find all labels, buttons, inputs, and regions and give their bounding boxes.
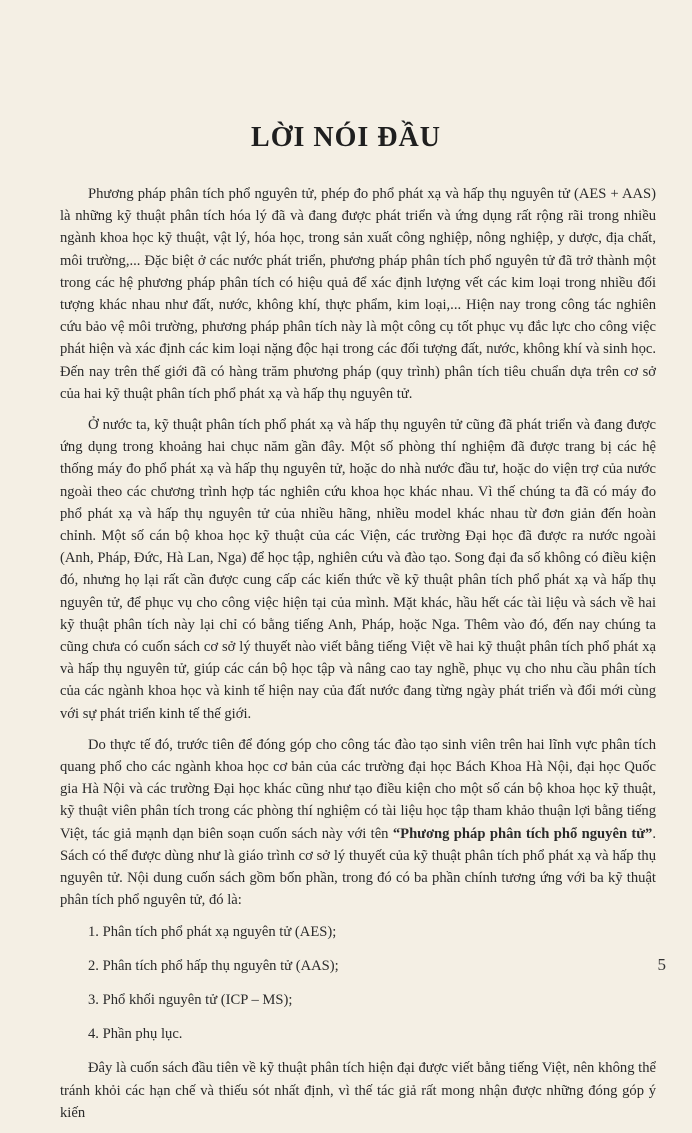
book-title-bold: “Phương pháp phân tích phổ nguyên tử”: [392, 825, 653, 842]
list-item: 3. Phổ khối nguyên tử (ICP – MS);: [88, 991, 293, 1008]
page-body: [60, 183, 656, 1133]
paragraph-1: Phương pháp phân tích phổ nguyên tử, phép đo phổ phát xạ và hấp thụ nguyên tử (AES + AAS) là những kỹ thuật phân tích hóa lý đã và đang được phát triển và ứng dụng rất rộng rãi trong nhiều ngành khoa học kỹ thuật, vật lý, hóa học, trong sản xuất công nghiệp, nông nghiệp, y dược, địa chất, môi trường,... Đặc biệt ở các nước phát triển, phương pháp phân tích phổ nguyên tử đã trở thành một trong các hệ phương pháp phân tích có hiệu quả để xác định lượng vết các kim loại trong nhiều đối tượng khác nhau như đất, nước, không khí, thực phẩm, kim loại,... Hiện nay trong công tác nghiên cứu bảo vệ môi trường, phương pháp phân tích này là một công cụ tốt phục vụ đắc lực cho công việc phát hiện và xác định các kim loại nặng độc hại trong các đối tượng đất, nước, không khí và sinh học. Đến nay trên thế giới đã có hàng trăm phương pháp (quy trình) phân tích tiêu chuẩn dựa trên cơ sở của hai kỹ thuật phân tích phổ phát xạ và hấp thụ nguyên tử.: [60, 186, 656, 402]
list-item: 1. Phân tích phổ phát xạ nguyên tử (AES);: [88, 923, 337, 940]
page-title: LỜI NÓI ĐẦU: [251, 121, 441, 153]
paragraph-3-text-before: Do thực tế đó, trước tiên để đóng góp cho công tác đào tạo sinh viên trên hai lĩnh vực phân tích quang phổ cho các ngành khoa học cơ bản của các trường đại học Bách Khoa Hà Nội, đại học Quốc gia Hà Nội và các trường Đại học khác cũng như tạo điều kiện cho một số cán bộ khoa học kỹ thuật, kỹ thuật viên phân tích trong các phòng thí nghiệm có tài liệu học tập tham khảo thuận lợi bằng tiếng Việt, tác giả mạnh dạn biên soạn cuốn sách này với tên: [60, 736, 656, 842]
paragraph-4: Đây là cuốn sách đầu tiên về kỹ thuật phân tích hiện đại được viết bằng tiếng Việt, nên không thể tránh khỏi các hạn chế và thiếu sót nhất định, vì thế tác giả rất mong nhận được những đóng góp ý kiến: [60, 1060, 656, 1121]
page-number: 5: [657, 955, 666, 974]
list-item: 2. Phân tích phổ hấp thụ nguyên tử (AAS);: [88, 957, 339, 974]
list-item: 4. Phần phụ lục.: [88, 1026, 183, 1043]
paragraph-2: Ở nước ta, kỹ thuật phân tích phổ phát xạ và hấp thụ nguyên tử cũng đã phát triển và đang được ứng dụng trong khoảng hai chục năm gần đây. Một số phòng thí nghiệm đã được trang bị các hệ thống máy đo phổ phát xạ và hấp thụ nguyên tử, hoặc do nhà nước đầu tư, hoặc do viện trợ của nước ngoài theo các chương trình hợp tác nghiên cứu khoa học khác nhau. Vì thế chúng ta đã có máy đo phổ phát xạ và hấp thụ nguyên tử của nhiều hãng, nhiều model khác nhau từ đơn giản đến hoàn chỉnh. Một số cán bộ khoa học kỹ thuật của các Viện, các trường Đại học đã được ra nước ngoài (Anh, Pháp, Đức, Hà Lan, Nga) để học tập, nghiên cứu và đào tạo. Song đại đa số không có điều kiện đó, nhưng họ lại rất cần được cung cấp các kiến thức về kỹ thuật phân tích phổ phát xạ và hấp thụ nguyên tử, để phục vụ cho công việc hiện tại của mình. Mặt khác, hầu hết các tài liệu và sách về hai kỹ thuật phân tích này lại chỉ có bằng tiếng Anh, Pháp, hoặc Nga. Thêm vào đó, đến nay chúng ta cũng chưa có cuốn sách cơ sở lý thuyết nào viết bằng tiếng Việt về hai kỹ thuật phân tích phổ phát xạ và hấp thụ nguyên tử, giúp các cán bộ học tập và nâng cao tay nghề, phục vụ cho nhu cầu phân tích của các ngành khoa học và kinh tế hiện nay của đất nước đang từng ngày phát triển và đổi mới cùng với sự phát triển kinh tế thế giới.: [60, 417, 656, 722]
paragraph-3: [60, 734, 656, 912]
paragraph-3-text-after: . Sách có thể được dùng như là giáo trình cơ sở lý thuyết của kỹ thuật phân tích phổ phát xạ và hấp thụ nguyên tử. Nội dung cuốn sách gồm bốn phần, trong đó có ba phần chính tương ứng với ba kỹ thuật phân tích phổ nguyên tử, đó là:: [60, 825, 656, 909]
